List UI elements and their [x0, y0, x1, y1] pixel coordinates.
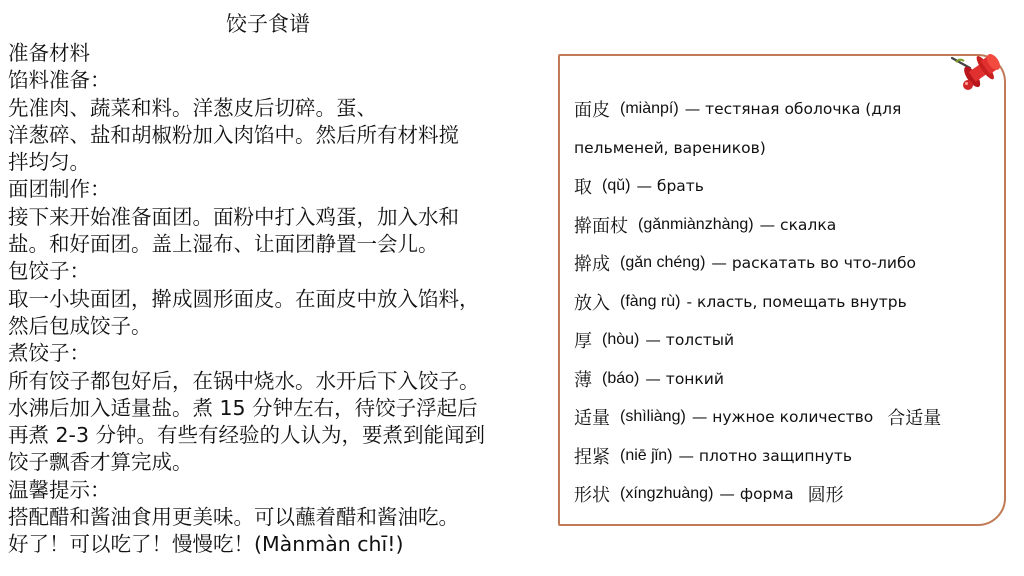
vocab-pinyin: (hòu)	[602, 331, 640, 349]
vocab-item	[574, 437, 1004, 476]
recipe-line: 取一小块面团，擀成圆形面皮。在面皮中放入馅料，	[8, 286, 480, 311]
recipe-line: 好了！可以吃了！慢慢吃！(Mànmàn chī!)	[8, 532, 404, 557]
vocab-item	[574, 398, 1004, 437]
pushpin-icon	[946, 42, 1008, 98]
recipe-line: 然后包成饺子。	[8, 313, 152, 338]
recipe-line: 先准肉、蔬菜和料。洋葱皮后切碎。蛋、	[8, 95, 377, 120]
recipe-line: 再煮 2-3 分钟。有些有经验的人认为，要煮到能闻到	[8, 423, 486, 448]
vocab-pinyin: (fàng rù)	[620, 292, 681, 310]
vocab-pinyin: (báo)	[602, 369, 640, 387]
recipe-line: 接下来开始准备面团。面粉中打入鸡蛋，加入水和	[8, 204, 459, 229]
vocab-pinyin: (xíngzhuàng)	[620, 485, 714, 503]
recipe-line: 所有饺子都包好后，在锅中烧水。水开后下入饺子。	[8, 368, 480, 393]
vocab-meaning: - класть, помещать внутрь	[686, 292, 907, 311]
recipe-text	[8, 40, 553, 559]
vocab-pinyin: (miànpí)	[620, 100, 679, 118]
vocab-item	[574, 475, 1004, 514]
vocab-meaning: — тестяная оболочка (для	[684, 100, 902, 119]
recipe-line: 水沸后加入适量盐。煮 15 分钟左右，待饺子浮起后	[8, 395, 478, 420]
vocab-item	[574, 90, 1004, 129]
vocab-example: 合适量	[887, 408, 942, 430]
vocab-word: 擀成	[574, 254, 610, 276]
vocab-pinyin: (gǎn chéng)	[620, 254, 706, 272]
vocab-word: 取	[574, 177, 592, 199]
vocab-meaning: — брать	[636, 177, 704, 196]
vocab-item	[574, 321, 1004, 360]
vocab-item	[574, 206, 1004, 245]
recipe-line: 馅料准备：	[8, 68, 111, 93]
vocab-item	[574, 167, 1004, 206]
vocab-word: 薄	[574, 369, 592, 391]
recipe-line: 面团制作：	[8, 177, 111, 202]
vocab-word: 面皮	[574, 100, 610, 122]
recipe-line: 煮饺子：	[8, 341, 90, 366]
vocab-pinyin: (niē jǐn)	[620, 446, 673, 464]
vocabulary-panel	[558, 54, 1006, 526]
vocab-pinyin: (qǔ)	[602, 177, 631, 195]
recipe-line: 饺子飘香才算完成。	[8, 450, 193, 475]
page-title: 饺子食谱	[226, 12, 310, 36]
vocab-word: 擀面杖	[574, 215, 628, 237]
vocab-word: 放入	[574, 292, 610, 314]
vocab-meaning: — тонкий	[645, 369, 724, 388]
vocab-meaning: — скалка	[759, 215, 837, 234]
vocab-meaning: — форма	[719, 485, 794, 504]
vocab-meaning: — нужное количество	[691, 408, 874, 427]
recipe-line: 准备材料	[8, 41, 90, 65]
recipe-line: 温馨提示：	[8, 477, 111, 502]
recipe-line: 洋葱碎、盐和胡椒粉加入肉馅中。然后所有材料搅	[8, 122, 459, 147]
vocab-meaning: — толстый	[645, 331, 735, 350]
vocab-meaning: — плотно защипнуть	[678, 446, 853, 465]
vocab-meaning: пельменей, вареников)	[574, 138, 766, 157]
vocab-pinyin: (shìliàng)	[620, 408, 686, 426]
vocab-word: 形状	[574, 485, 610, 507]
vocab-item	[574, 360, 1004, 399]
recipe-line: 搭配醋和酱油食用更美味。可以蘸着醋和酱油吃。	[8, 505, 459, 530]
vocab-word: 捏紧	[574, 446, 610, 468]
vocab-item	[574, 244, 1004, 283]
vocab-item	[574, 283, 1004, 322]
vocab-example: 圆形	[807, 485, 844, 507]
vocabulary-list	[574, 90, 1004, 514]
vocab-item-continuation	[574, 129, 1004, 168]
vocab-word: 适量	[574, 408, 610, 430]
vocab-word: 厚	[574, 331, 592, 353]
recipe-line: 包饺子：	[8, 259, 90, 284]
recipe-line: 盐。和好面团。盖上湿布、让面团静置一会儿。	[8, 232, 439, 257]
vocab-meaning: — раскатать во что-либо	[711, 254, 916, 273]
recipe-line: 拌均匀。	[8, 150, 90, 175]
vocab-pinyin: (gǎnmiànzhàng)	[638, 215, 754, 233]
